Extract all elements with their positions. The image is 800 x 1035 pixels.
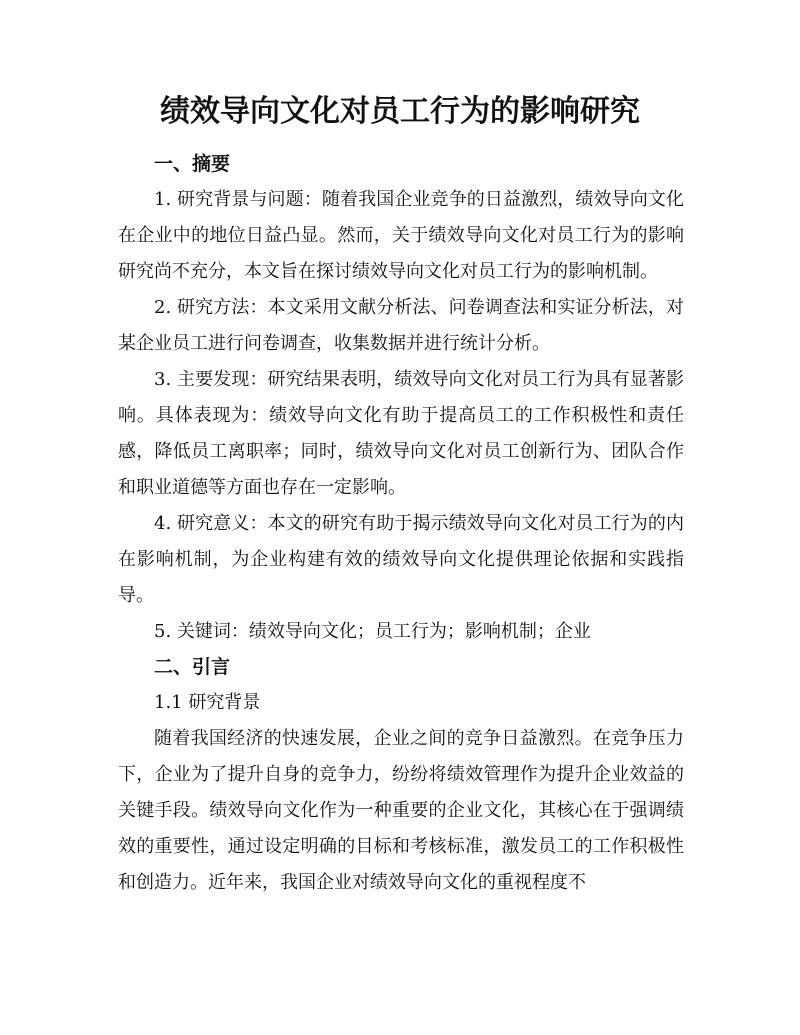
abstract-paragraph-findings: 3. 主要发现：研究结果表明，绩效导向文化对员工行为具有显著影响。具体表现为：绩效导向文化有助于提高员工的工作积极性和责任感，降低员工离职率；同时，绩效导向文化对员工创新行为、团队合作和职业道德等方面也存在一定影响。: [118, 369, 684, 498]
document-body: [118, 147, 684, 901]
document-title: 绩效导向文化对员工行为的影响研究: [160, 94, 640, 129]
subsection-heading-background: 1.1 研究背景: [154, 692, 261, 713]
section-heading-introduction: 二、引言: [154, 656, 231, 678]
abstract-paragraph-keywords: 5. 关键词：绩效导向文化；员工行为；影响机制；企业: [154, 621, 591, 642]
abstract-paragraph-background: 1. 研究背景与问题：随着我国企业竞争的日益激烈，绩效导向文化在企业中的地位日益凸显。然而，关于绩效导向文化对员工行为的影响研究尚不充分，本文旨在探讨绩效导向文化对员工行为的影响机制。: [118, 189, 684, 282]
abstract-paragraph-method: 2. 研究方法：本文采用文献分析法、问卷调查法和实证分析法，对某企业员工进行问卷调查，收集数据并进行统计分析。: [118, 297, 684, 354]
introduction-paragraph: 随着我国经济的快速发展，企业之间的竞争日益激烈。在竞争压力下，企业为了提升自身的竞争力，纷纷将绩效管理作为提升企业效益的关键手段。绩效导向文化作为一种重要的企业文化，其核心在于强调绩效的重要性，通过设定明确的目标和考核标准，激发员工的工作积极性和创造力。近年来，我国企业对绩效导向文化的重视程度不: [118, 728, 684, 893]
section-heading-abstract: 一、摘要: [154, 153, 231, 175]
abstract-paragraph-significance: 4. 研究意义：本文的研究有助于揭示绩效导向文化对员工行为的内在影响机制，为企业构建有效的绩效导向文化提供理论依据和实践指导。: [118, 513, 684, 606]
